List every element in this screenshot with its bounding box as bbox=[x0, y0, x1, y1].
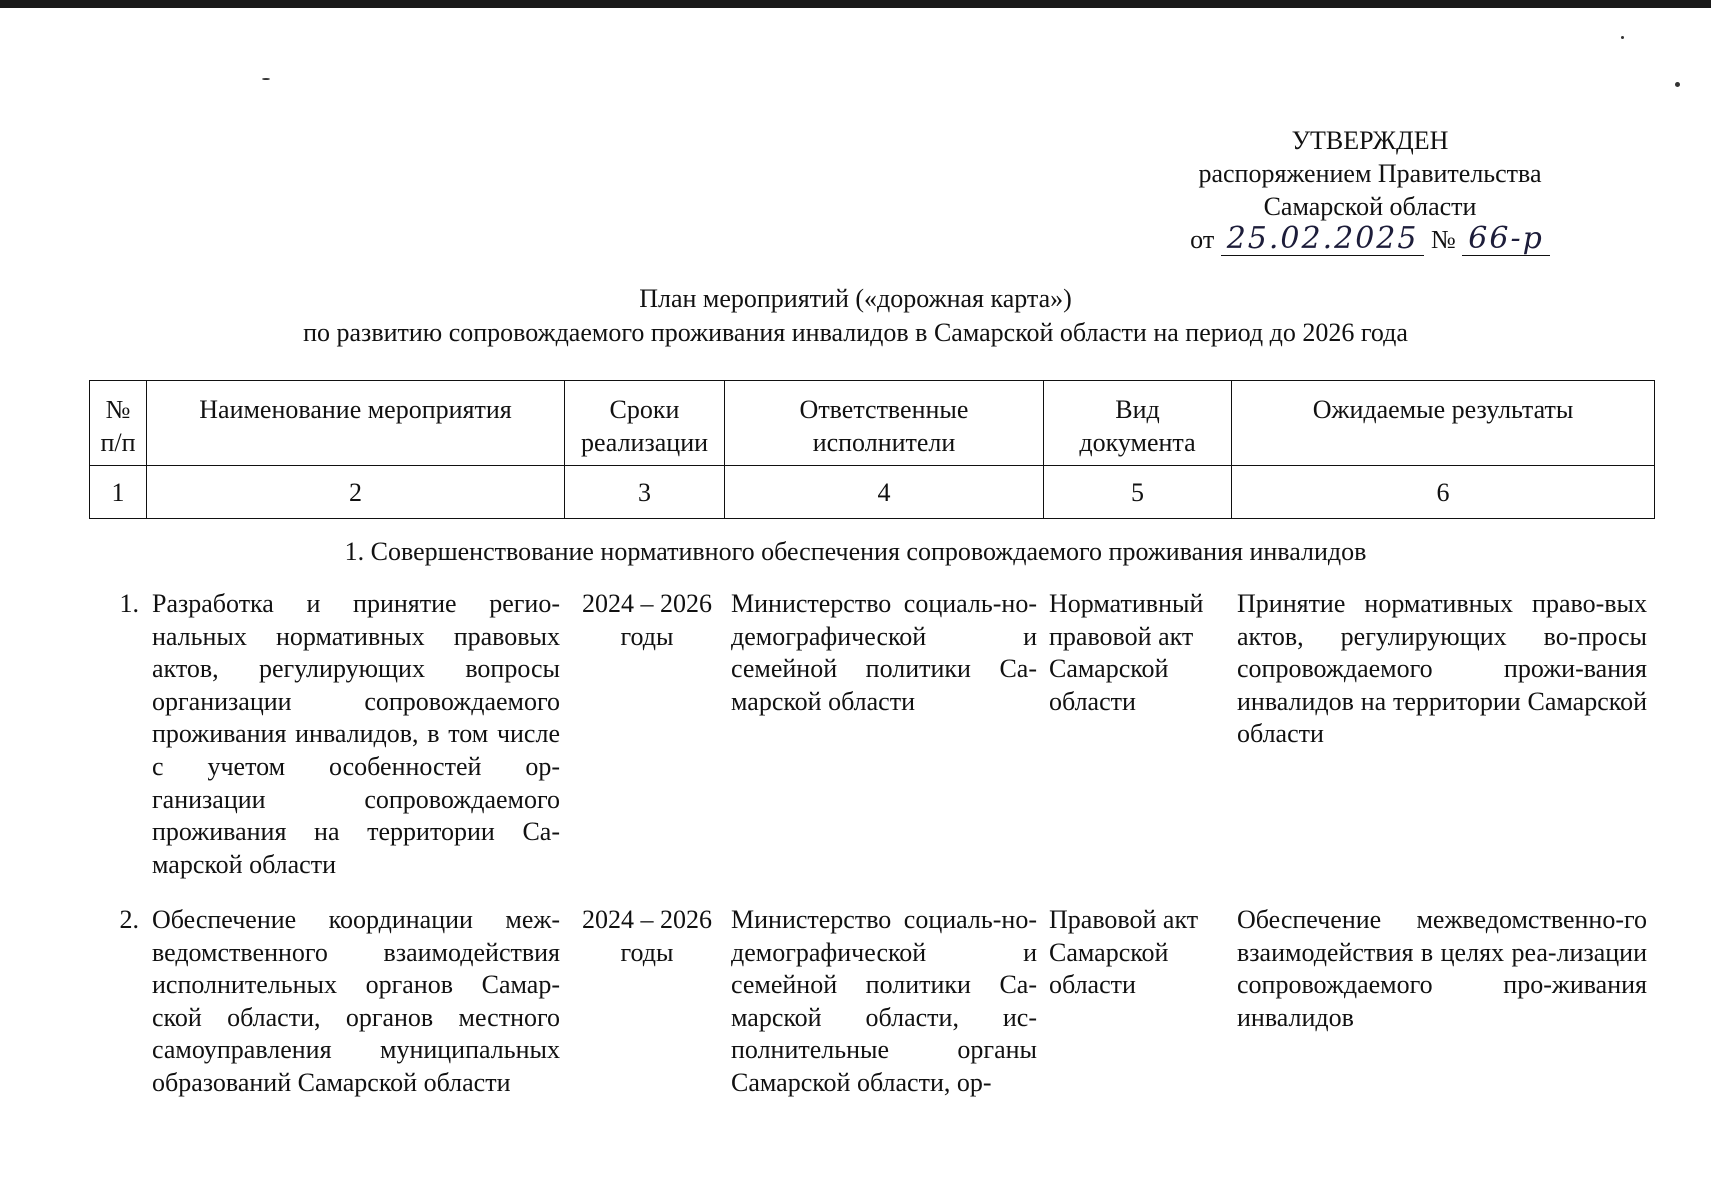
column-number: 5 bbox=[1044, 466, 1232, 519]
header-executors: Ответственные исполнители bbox=[725, 381, 1044, 466]
column-number-row bbox=[90, 466, 1655, 519]
column-number: 3 bbox=[565, 466, 725, 519]
date-prefix: от bbox=[1190, 225, 1215, 254]
number-prefix: № bbox=[1430, 225, 1456, 254]
row-results: Обеспечение межведомственно-го взаимодействия в целях реа-лизации сопровождаемого про-живания инвалидов bbox=[1237, 905, 1647, 1032]
header-row bbox=[90, 381, 1655, 466]
column-number: 4 bbox=[725, 466, 1044, 519]
scan-speck bbox=[1621, 36, 1624, 39]
header-doc-type: Вид документа bbox=[1044, 381, 1232, 466]
handwritten-number: 66-р bbox=[1468, 221, 1544, 256]
row-executors: Министерство социаль-но-демографической и семейной политики Са-марской области, ис-полнительные органы Самарской области, ор- bbox=[731, 905, 1037, 1097]
row-activity-name: Разработка и принятие регио-нальных нормативных правовых актов, регулирующих вопросы организации сопровождаемого проживания инвалидов, в том числе с учетом особенностей ор-ганизации сопровождаемого проживания на территории Са-марской области bbox=[152, 589, 560, 879]
row-terms: 2024 – 2026 годы bbox=[582, 589, 712, 651]
row-results: Принятие нормативных право-вых актов, регулирующих во-просы сопровождаемого прожи-вания инвалидов на территории Самарской области bbox=[1237, 589, 1647, 749]
column-number: 6 bbox=[1232, 466, 1655, 519]
row-number: 2. bbox=[119, 905, 139, 934]
approval-line-1: распоряжением Правительства bbox=[1198, 159, 1542, 188]
row-doc-type: Правовой акт Самарской области bbox=[1049, 905, 1199, 1000]
date-field bbox=[1221, 221, 1425, 256]
table-header bbox=[89, 380, 1655, 519]
header-num: № п/п bbox=[90, 381, 147, 466]
scan-speck bbox=[262, 78, 270, 80]
section-title: 1. Совершенствование нормативного обеспечения сопровождаемого проживания инвалидов bbox=[344, 537, 1367, 566]
number-field bbox=[1462, 221, 1550, 256]
row-number: 1. bbox=[119, 589, 139, 618]
document-title-line-2: по развитию сопровождаемого проживания инвалидов в Самарской области на период до 2026 года bbox=[303, 318, 1408, 347]
header-terms: Сроки реализации bbox=[565, 381, 725, 466]
row-executors: Министерство социаль-но-демографической и семейной политики Са-марской области bbox=[731, 589, 1037, 716]
approval-title: УТВЕРЖДЕН bbox=[1291, 126, 1449, 155]
row-doc-type: Нормативный правовой акт Самарской области bbox=[1049, 589, 1204, 716]
row-activity-name: Обеспечение координации меж-ведомственного взаимодействия исполнительных органов Самар-ской области, органов местного самоуправления муниципальных образований Самарской области bbox=[152, 905, 560, 1097]
document-title-line-1: План мероприятий («дорожная карта») bbox=[639, 284, 1072, 313]
row-terms: 2024 – 2026 годы bbox=[582, 905, 712, 967]
column-number: 1 bbox=[90, 466, 147, 519]
header-name: Наименование мероприятия bbox=[147, 381, 565, 466]
column-number: 2 bbox=[147, 466, 565, 519]
approval-date-line bbox=[1160, 223, 1580, 263]
handwritten-date: 25.02.2025 bbox=[1226, 221, 1419, 256]
document-title bbox=[0, 282, 1711, 350]
header-results: Ожидаемые результаты bbox=[1232, 381, 1655, 466]
approval-stamp bbox=[1160, 124, 1580, 263]
scan-top-edge bbox=[0, 0, 1711, 8]
approval-line-2: Самарской области bbox=[1263, 192, 1477, 221]
scan-speck bbox=[1675, 82, 1680, 87]
